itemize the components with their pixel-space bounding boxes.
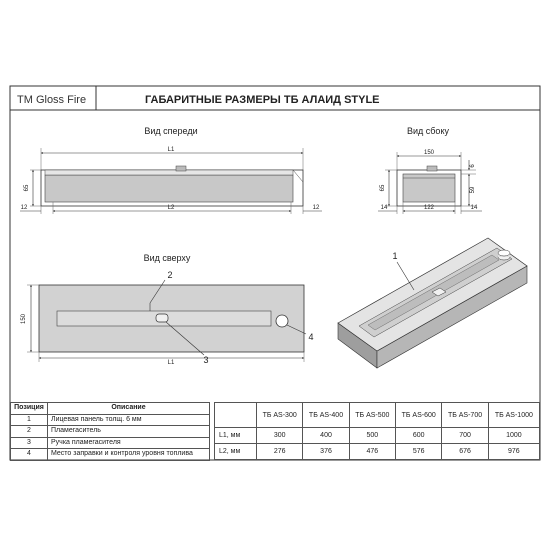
model-header: ТБ AS-1000 [488,403,539,428]
side-middle-label: 122 [423,205,435,211]
side-inner-height-label: 59 [470,186,476,194]
sizes-table [214,402,540,460]
side-handle [427,166,437,171]
front-panel [45,175,293,202]
top-handle [156,314,168,322]
front-right-offset-label: 12 [312,205,320,211]
front-height-label: 65 [24,184,30,192]
front-left-offset-label: 12 [20,205,28,211]
model-header: ТБ AS-300 [257,403,303,428]
table-row: L1, мм 300 400 500 600 700 1000 [215,428,540,444]
table-row: 4 Место заправки и контроля уровня топлива [11,449,210,461]
front-view [20,126,322,214]
positions-header-description: Описание [48,403,210,415]
side-top-label: 6 [470,164,476,168]
model-header: ТБ AS-400 [303,403,349,428]
front-handle [176,166,186,171]
top-view [21,253,314,366]
front-l2-label: L2 [167,205,175,211]
table-row: 2 Пламегаситель [11,426,210,438]
side-height-label: 65 [380,184,386,192]
top-l1-label: L1 [167,360,175,366]
page-title: ГАБАРИТНЫЕ РАЗМЕРЫ ТБ АЛАИД STYLE [145,94,380,106]
side-view-title: Вид сбоку [407,126,449,136]
callout-1: 1 [392,251,398,261]
side-view [378,126,482,214]
isometric-view [338,238,527,368]
table-row: L2, мм 276 376 476 576 676 976 [215,444,540,460]
model-header: ТБ AS-600 [396,403,442,428]
callout-4: 4 [308,332,314,342]
table-row: 1 Лицевая панель толщ. 6 мм [11,414,210,426]
callout-3: 3 [203,355,209,365]
front-l1-label: L1 [167,147,175,153]
top-view-title: Вид сверху [143,253,191,263]
model-header: ТБ AS-700 [442,403,488,428]
model-header: ТБ AS-500 [349,403,395,428]
side-width-label: 150 [423,150,435,156]
callout-2: 2 [167,270,173,280]
positions-header-position: Позиция [11,403,48,415]
table-row: 3 Ручка пламегасителя [11,437,210,449]
brand-label: TM Gloss Fire [17,94,87,106]
side-right-label: 14 [470,205,478,211]
side-left-label: 14 [380,205,388,211]
top-fill-port [276,315,288,327]
front-view-title: Вид спереди [144,126,198,136]
top-depth-label: 150 [21,313,27,325]
positions-table [10,402,210,461]
